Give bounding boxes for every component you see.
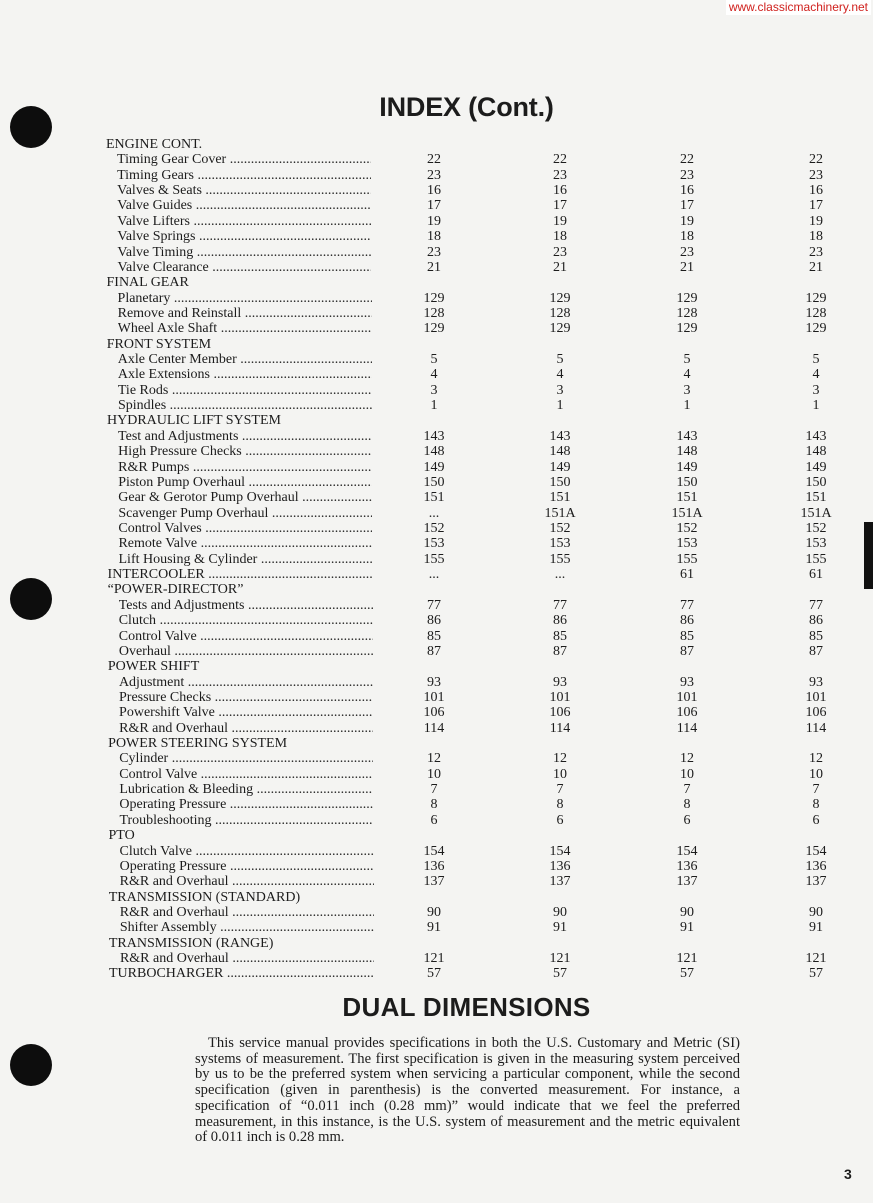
page-reference-col-1: 153 bbox=[423, 536, 445, 552]
index-title: INDEX (Cont.) bbox=[379, 92, 554, 122]
page-reference-col-4: 19 bbox=[809, 213, 823, 229]
page-reference-col-1: 106 bbox=[423, 705, 445, 721]
page-reference-col-2: 4 bbox=[556, 367, 564, 383]
page-reference-col-3: 17 bbox=[680, 198, 694, 214]
page-reference-col-2: 85 bbox=[553, 628, 567, 644]
index-entry-row bbox=[0, 767, 873, 782]
page-reference-col-1: 149 bbox=[423, 459, 445, 475]
page-reference-col-3: 8 bbox=[683, 797, 691, 813]
index-entry-label: High Pressure Checks ..... bbox=[118, 444, 372, 459]
page-reference-col-1: 152 bbox=[423, 521, 445, 536]
index-entry-label: Valves & Seats ..... bbox=[117, 183, 371, 198]
index-entry-row bbox=[0, 352, 873, 367]
index-entry-label: Operating Pressure ..... bbox=[119, 797, 373, 812]
index-section-heading: TRANSMISSION (STANDARD) bbox=[108, 889, 301, 905]
page-reference-col-2: 23 bbox=[553, 167, 567, 183]
page-reference-col-2: 121 bbox=[549, 951, 571, 967]
page-reference-col-2: 93 bbox=[553, 674, 567, 690]
index-entry-row bbox=[0, 291, 873, 306]
page-reference-col-4: 150 bbox=[805, 474, 827, 490]
page-reference-col-4: 12 bbox=[809, 751, 823, 767]
index-entry-label: Adjustment ..... bbox=[119, 675, 373, 690]
index-entry-row bbox=[0, 813, 873, 828]
page-reference-col-4: 149 bbox=[805, 459, 827, 475]
index-entry-label: Axle Extensions ..... bbox=[118, 367, 372, 382]
page-reference-col-4: 121 bbox=[805, 951, 827, 967]
page-reference-col-2: 143 bbox=[549, 428, 571, 444]
page-reference-col-1: 151 bbox=[423, 490, 445, 506]
page-reference-col-1: 137 bbox=[423, 874, 445, 890]
page-reference-col-3: 18 bbox=[680, 229, 694, 245]
index-entry-label: Remote Valve ..... bbox=[118, 536, 372, 551]
page-reference-col-3: 22 bbox=[680, 152, 694, 168]
index-section-row bbox=[0, 337, 873, 352]
page-reference-col-4: 77 bbox=[809, 597, 823, 613]
page-reference-col-3: 1 bbox=[683, 398, 691, 414]
page-reference-col-3: 90 bbox=[680, 905, 694, 920]
page-reference-col-3: 85 bbox=[680, 628, 694, 644]
page-reference-col-3: 136 bbox=[676, 858, 698, 874]
page-reference-col-1: 23 bbox=[427, 167, 441, 183]
page-reference-col-1: 77 bbox=[427, 597, 441, 613]
page-reference-col-2: 155 bbox=[549, 551, 571, 567]
page-reference-col-3: 106 bbox=[676, 705, 698, 721]
page-reference-col-4: 8 bbox=[812, 797, 820, 813]
index-entry-row bbox=[0, 429, 873, 444]
page-reference-col-3: 151A bbox=[671, 505, 703, 521]
index-entry-row bbox=[0, 198, 873, 213]
page-reference-col-4: 61 bbox=[809, 567, 823, 583]
index-entry-label: Control Valve ..... bbox=[119, 767, 373, 782]
page-reference-col-4: 23 bbox=[809, 167, 823, 183]
index-entry-label: Valve Guides ..... bbox=[117, 198, 371, 213]
page-reference-col-4: 148 bbox=[805, 444, 827, 460]
index-entry-row bbox=[0, 721, 873, 736]
page-reference-col-4: 17 bbox=[809, 198, 823, 214]
index-entry-label: Lift Housing & Cylinder ..... bbox=[119, 552, 373, 567]
page-reference-col-1: 87 bbox=[427, 643, 441, 659]
index-entry-label: R&R and Overhaul ..... bbox=[119, 721, 373, 736]
page-reference-col-2: 129 bbox=[549, 290, 571, 306]
page-reference-col-4: 4 bbox=[812, 367, 820, 383]
index-entry-row bbox=[0, 214, 873, 229]
page-reference-col-1: 128 bbox=[423, 305, 445, 321]
index-entry-label: Pressure Checks ..... bbox=[119, 690, 373, 705]
index-entry-row bbox=[0, 690, 873, 705]
index-section-heading: FINAL GEAR bbox=[106, 275, 189, 291]
page-reference-col-2: 151A bbox=[544, 505, 576, 521]
page-reference-col-3: 23 bbox=[680, 167, 694, 183]
page-reference-col-2: 149 bbox=[549, 459, 571, 475]
page-reference-col-1: ... bbox=[428, 505, 440, 521]
page-reference-col-3: 12 bbox=[680, 751, 694, 767]
page-reference-col-3: 77 bbox=[680, 597, 694, 613]
page-reference-col-3: 4 bbox=[683, 367, 691, 383]
page-reference-col-3: 91 bbox=[680, 920, 694, 936]
page-reference-col-2: 8 bbox=[556, 797, 564, 813]
page-number: 3 bbox=[844, 1166, 852, 1182]
page-reference-col-2: 21 bbox=[553, 259, 567, 275]
page-reference-col-2: 10 bbox=[553, 766, 567, 782]
index-entry-row bbox=[0, 951, 873, 966]
index-entry-label: Overhaul ..... bbox=[119, 644, 373, 659]
page-reference-col-1: 57 bbox=[427, 966, 441, 982]
page-reference-col-1: 155 bbox=[423, 551, 445, 567]
index-entry-label: Scavenger Pump Overhaul ..... bbox=[118, 506, 372, 521]
page-reference-col-1: 21 bbox=[427, 259, 441, 275]
page-reference-col-3: 5 bbox=[683, 352, 691, 368]
index-entry-label: Tests and Adjustments ..... bbox=[119, 598, 373, 613]
index-section-row bbox=[0, 275, 873, 290]
page-reference-col-1: 148 bbox=[423, 444, 445, 460]
page-reference-col-1: 143 bbox=[423, 428, 445, 444]
index-entry-label: R&R and Overhaul ..... bbox=[120, 874, 374, 889]
page-reference-col-4: 129 bbox=[805, 321, 827, 337]
index-section-heading: PTO bbox=[108, 828, 135, 844]
page-reference-col-3: 61 bbox=[680, 567, 694, 583]
page-reference-col-1: 3 bbox=[430, 382, 438, 398]
page-reference-col-3: 87 bbox=[680, 643, 694, 659]
index-section-heading: POWER STEERING SYSTEM bbox=[108, 736, 288, 752]
page-reference-col-2: 7 bbox=[556, 782, 564, 798]
binder-hole bbox=[10, 1044, 52, 1086]
page-reference-col-1: 150 bbox=[423, 474, 445, 490]
page-reference-col-2: 91 bbox=[553, 920, 567, 936]
page-reference-col-1: 7 bbox=[430, 782, 438, 798]
page-reference-col-2: 101 bbox=[549, 689, 571, 705]
index-entry-row bbox=[0, 567, 873, 582]
index-section-heading: FRONT SYSTEM bbox=[106, 336, 212, 352]
index-entry-label: Wheel Axle Shaft ..... bbox=[118, 321, 372, 336]
page-reference-col-4: 143 bbox=[805, 428, 827, 444]
page-reference-col-3: 155 bbox=[676, 551, 698, 567]
page-reference-col-4: 23 bbox=[809, 244, 823, 260]
page-reference-col-2: 18 bbox=[553, 229, 567, 245]
index-entry-row bbox=[0, 797, 873, 812]
page-reference-col-2: 22 bbox=[553, 152, 567, 168]
index-entry-label: Gear & Gerotor Pump Overhaul ..... bbox=[118, 490, 372, 505]
index-entry-label: Test and Adjustments ..... bbox=[118, 429, 372, 444]
page-reference-col-4: 5 bbox=[812, 352, 820, 368]
page-reference-col-3: 7 bbox=[683, 782, 691, 798]
page-reference-col-1: 8 bbox=[430, 797, 438, 813]
index-section-row bbox=[0, 736, 873, 751]
page-reference-col-3: 16 bbox=[680, 183, 694, 199]
index-entry-label: Cylinder ..... bbox=[119, 751, 373, 766]
index-entry-row bbox=[0, 844, 873, 859]
page-reference-col-2: 57 bbox=[553, 966, 567, 982]
index-entry-label: INTERCOOLER ..... bbox=[108, 567, 373, 582]
page-reference-col-1: 114 bbox=[423, 720, 445, 736]
page-reference-col-1: 91 bbox=[427, 920, 441, 936]
index-entry-row bbox=[0, 536, 873, 551]
index-entry-label: Clutch ..... bbox=[119, 613, 373, 628]
index-entry-row bbox=[0, 675, 873, 690]
page-reference-col-3: 149 bbox=[676, 459, 698, 475]
index-entry-row bbox=[0, 506, 873, 521]
index-entry-label: Control Valve ..... bbox=[119, 629, 373, 644]
page-reference-col-4: 155 bbox=[805, 551, 827, 567]
page-reference-col-1: 121 bbox=[423, 951, 445, 967]
page-reference-col-2: 86 bbox=[553, 613, 567, 629]
index-entry-label: Timing Gears ..... bbox=[117, 168, 371, 183]
page-reference-col-3: 10 bbox=[680, 766, 694, 782]
page-reference-col-1: 10 bbox=[427, 766, 441, 782]
index-section-row bbox=[0, 659, 873, 674]
page-reference-col-2: 3 bbox=[556, 382, 564, 398]
page-reference-col-3: 57 bbox=[680, 966, 694, 982]
index-entry-label: Control Valves ..... bbox=[118, 521, 372, 536]
page-reference-col-4: 106 bbox=[805, 705, 827, 721]
page-reference-col-2: 5 bbox=[556, 352, 564, 368]
page-reference-col-4: 152 bbox=[805, 521, 827, 536]
index-entry-label: Spindles ..... bbox=[118, 398, 372, 413]
index-entry-row bbox=[0, 260, 873, 275]
index-section-row bbox=[0, 828, 873, 843]
page-reference-col-2: 148 bbox=[549, 444, 571, 460]
page-reference-col-2: 152 bbox=[549, 521, 571, 536]
page-reference-col-1: 129 bbox=[423, 321, 445, 337]
page-reference-col-4: 10 bbox=[809, 766, 823, 782]
index-section-row bbox=[0, 936, 873, 951]
page-reference-col-2: ... bbox=[554, 567, 566, 583]
page-reference-col-1: 23 bbox=[427, 244, 441, 260]
index-entry-label: Remove and Reinstall ..... bbox=[118, 306, 372, 321]
page-reference-col-2: 23 bbox=[553, 244, 567, 260]
index-entry-label: Operating Pressure ..... bbox=[120, 859, 374, 874]
index-entry-row bbox=[0, 475, 873, 490]
page-reference-col-3: 101 bbox=[676, 689, 698, 705]
index-entry-row bbox=[0, 444, 873, 459]
index-entry-label: Planetary ..... bbox=[118, 291, 372, 306]
index-entry-label: Piston Pump Overhaul ..... bbox=[118, 475, 372, 490]
index-entry-label: Clutch Valve ..... bbox=[120, 844, 374, 859]
page-reference-col-1: 154 bbox=[423, 843, 445, 859]
page-reference-col-4: 90 bbox=[809, 905, 823, 920]
index-entry-label: R&R and Overhaul ..... bbox=[120, 905, 374, 920]
index-entry-label: Valve Timing ..... bbox=[117, 245, 371, 260]
index-entry-label: Axle Center Member ..... bbox=[118, 352, 372, 367]
page-reference-col-4: 128 bbox=[805, 305, 827, 321]
page-reference-col-3: 150 bbox=[676, 474, 698, 490]
page-reference-col-1: 93 bbox=[427, 674, 441, 690]
page-reference-col-4: 16 bbox=[809, 183, 823, 199]
index-entry-row bbox=[0, 168, 873, 183]
index-section-row bbox=[0, 582, 873, 597]
page-reference-col-4: 3 bbox=[812, 382, 820, 398]
page-reference-col-1: 18 bbox=[427, 229, 441, 245]
page-reference-col-2: 114 bbox=[549, 720, 571, 736]
page-reference-col-2: 150 bbox=[549, 474, 571, 490]
page-reference-col-1: 22 bbox=[427, 152, 441, 168]
index-section-row bbox=[0, 413, 873, 428]
index-section-heading: “POWER-DIRECTOR” bbox=[107, 582, 244, 598]
page-reference-col-4: 91 bbox=[809, 920, 823, 936]
page-reference-col-2: 1 bbox=[556, 398, 564, 414]
page-reference-col-4: 1 bbox=[812, 398, 820, 414]
index-entry-row bbox=[0, 629, 873, 644]
index-entry-label: Lubrication & Bleeding ..... bbox=[119, 782, 373, 797]
index-entry-row bbox=[0, 705, 873, 720]
watermark: www.classicmachinery.net bbox=[726, 0, 871, 15]
page-reference-col-3: 93 bbox=[680, 674, 694, 690]
index-entry-row bbox=[0, 152, 873, 167]
index-entry-label: Valve Lifters ..... bbox=[117, 214, 371, 229]
page-reference-col-3: 121 bbox=[676, 951, 698, 967]
page-reference-col-4: 101 bbox=[805, 689, 827, 705]
page-reference-col-4: 21 bbox=[809, 259, 823, 275]
page-reference-col-4: 154 bbox=[805, 843, 827, 859]
page-reference-col-4: 151A bbox=[800, 505, 832, 521]
page-reference-col-2: 6 bbox=[556, 812, 564, 828]
index-entry-label: R&R and Overhaul ..... bbox=[120, 951, 374, 966]
page-reference-col-1: 6 bbox=[430, 812, 438, 828]
index-entry-label: Valve Springs ..... bbox=[117, 229, 371, 244]
page-reference-col-3: 23 bbox=[680, 244, 694, 260]
page-reference-col-3: 86 bbox=[680, 613, 694, 629]
page-reference-col-4: 86 bbox=[809, 613, 823, 629]
index-entry-row bbox=[0, 521, 873, 536]
page-reference-col-3: 129 bbox=[676, 321, 698, 337]
page-reference-col-2: 154 bbox=[549, 843, 571, 859]
index-section-heading: TRANSMISSION (RANGE) bbox=[108, 935, 274, 951]
page-reference-col-3: 6 bbox=[683, 812, 691, 828]
index-entry-label: Troubleshooting ..... bbox=[119, 813, 373, 828]
index-entry-row bbox=[0, 751, 873, 766]
index-entry-row bbox=[0, 398, 873, 413]
page-reference-col-4: 151 bbox=[805, 490, 827, 506]
page-reference-col-3: 152 bbox=[676, 521, 698, 536]
index-section-heading: ENGINE CONT. bbox=[106, 137, 203, 152]
index-entry-row bbox=[0, 552, 873, 567]
page-reference-col-3: 129 bbox=[676, 290, 698, 306]
page-reference-col-1: 19 bbox=[427, 213, 441, 229]
page-reference-col-4: 6 bbox=[812, 812, 820, 828]
page-reference-col-1: 5 bbox=[430, 352, 438, 368]
page-reference-col-2: 87 bbox=[553, 643, 567, 659]
page-reference-col-2: 16 bbox=[553, 183, 567, 199]
page-reference-col-3: 148 bbox=[676, 444, 698, 460]
index-entry-row bbox=[0, 613, 873, 628]
page-reference-col-4: 93 bbox=[809, 674, 823, 690]
index-entry-row bbox=[0, 598, 873, 613]
page-reference-col-4: 18 bbox=[809, 229, 823, 245]
index-entry-label: Valve Clearance ..... bbox=[117, 260, 371, 275]
index-entry-row bbox=[0, 367, 873, 382]
page-reference-col-1: ... bbox=[428, 567, 440, 583]
page-reference-col-2: 77 bbox=[553, 597, 567, 613]
page-reference-col-1: 1 bbox=[430, 398, 438, 414]
page-reference-col-4: 85 bbox=[809, 628, 823, 644]
page-reference-col-3: 21 bbox=[680, 259, 694, 275]
page-reference-col-3: 137 bbox=[676, 874, 698, 890]
index-entry-label: Shifter Assembly ..... bbox=[120, 920, 374, 935]
index-entry-row bbox=[0, 782, 873, 797]
index-entry-row bbox=[0, 229, 873, 244]
page-reference-col-1: 101 bbox=[423, 689, 445, 705]
index-entry-row bbox=[0, 383, 873, 398]
index-entry-row bbox=[0, 920, 873, 935]
page-reference-col-4: 136 bbox=[805, 858, 827, 874]
page-reference-col-3: 19 bbox=[680, 213, 694, 229]
index-entry-label: Powershift Valve ..... bbox=[119, 705, 373, 720]
index-section-row bbox=[0, 890, 873, 905]
page-reference-col-2: 17 bbox=[553, 198, 567, 214]
page-reference-col-3: 153 bbox=[676, 536, 698, 552]
page-reference-col-1: 90 bbox=[427, 905, 441, 920]
page-reference-col-1: 86 bbox=[427, 613, 441, 629]
dual-dimensions-text: This service manual provides specifications in both the U.S. Customary and Metric (SI) systems of measurement. The first specification is given in the measuring system perceived by us to be the preferred system when servicing a particular component, while the second specification (given in parenthesis) is the converted measurement. For instance, a specification of “0.011 inch (0.28 mm)” would indicate that we feel the preferred measurement, in this instance, is the U.S. system of measurement and the metric equivalent of 0.011 inch is 0.28 mm. bbox=[195, 1035, 740, 1146]
dual-dimensions-title: DUAL DIMENSIONS bbox=[342, 992, 591, 1022]
index-entry-row bbox=[0, 321, 873, 336]
index-entry-row bbox=[0, 644, 873, 659]
page-reference-col-3: 154 bbox=[676, 843, 698, 859]
page-reference-col-4: 137 bbox=[805, 874, 827, 890]
page-reference-col-1: 129 bbox=[423, 290, 445, 306]
page-reference-col-3: 3 bbox=[683, 382, 691, 398]
index-entry-label: TURBOCHARGER ..... bbox=[109, 966, 374, 981]
index-entry-row bbox=[0, 966, 873, 981]
page-reference-col-1: 16 bbox=[427, 183, 441, 199]
page-reference-col-2: 12 bbox=[553, 751, 567, 767]
index-entry-label: R&R Pumps ..... bbox=[118, 460, 372, 475]
page-reference-col-4: 114 bbox=[805, 720, 827, 736]
index-entry-row bbox=[0, 859, 873, 874]
page-reference-col-1: 12 bbox=[427, 751, 441, 767]
page-reference-col-1: 17 bbox=[427, 198, 441, 214]
index-entry-row bbox=[0, 905, 873, 920]
page-reference-col-2: 153 bbox=[549, 536, 571, 552]
page-reference-col-4: 7 bbox=[812, 782, 820, 798]
page-reference-col-3: 114 bbox=[676, 720, 698, 736]
index-entry-row bbox=[0, 490, 873, 505]
page-reference-col-2: 129 bbox=[549, 321, 571, 337]
index-entry-row bbox=[0, 306, 873, 321]
page-reference-col-3: 128 bbox=[676, 305, 698, 321]
page-reference-col-4: 129 bbox=[805, 290, 827, 306]
index-section-row bbox=[0, 137, 873, 152]
page-reference-col-4: 57 bbox=[809, 966, 823, 982]
page-reference-col-4: 153 bbox=[805, 536, 827, 552]
page-reference-col-3: 151 bbox=[676, 490, 698, 506]
page-reference-col-4: 87 bbox=[809, 643, 823, 659]
page-reference-col-1: 136 bbox=[423, 858, 445, 874]
page-reference-col-2: 151 bbox=[549, 490, 571, 506]
page-reference-col-2: 137 bbox=[549, 874, 571, 890]
index-section-heading: POWER SHIFT bbox=[107, 659, 200, 675]
page-reference-col-2: 19 bbox=[553, 213, 567, 229]
index-section-heading: HYDRAULIC LIFT SYSTEM bbox=[107, 413, 281, 429]
index-entry-row bbox=[0, 874, 873, 889]
page-reference-col-3: 143 bbox=[676, 428, 698, 444]
page-reference-col-2: 106 bbox=[549, 705, 571, 721]
page-reference-col-2: 128 bbox=[549, 305, 571, 321]
index-entry-label: Timing Gear Cover ..... bbox=[117, 152, 371, 167]
page-reference-col-2: 90 bbox=[553, 905, 567, 920]
index-entry-row bbox=[0, 183, 873, 198]
page-reference-col-1: 4 bbox=[430, 367, 438, 383]
index-entry-label: Tie Rods ..... bbox=[118, 383, 372, 398]
page-reference-col-1: 85 bbox=[427, 628, 441, 644]
index-entry-row bbox=[0, 460, 873, 475]
page-reference-col-2: 136 bbox=[549, 858, 571, 874]
page-reference-col-4: 22 bbox=[809, 152, 823, 168]
index-entry-row bbox=[0, 245, 873, 260]
